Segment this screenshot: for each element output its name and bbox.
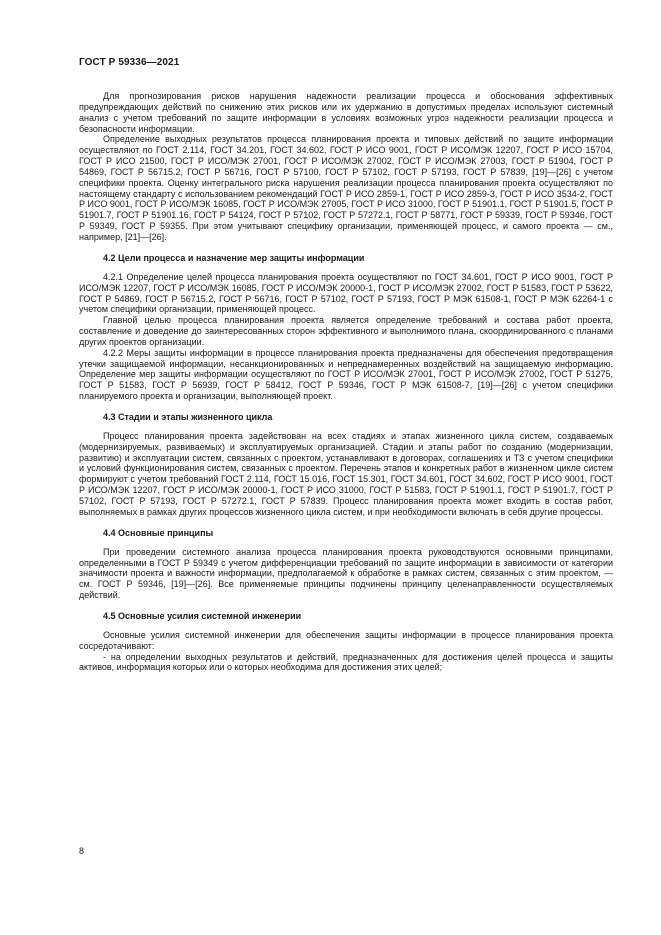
list-item: - на определении выходных результатов и действий, предназначенных для достижения целей процесса и защиты активов, информация которых или о которых необходима для достижения этих целей; [79, 651, 613, 673]
section-heading-4-2: 4.2 Цели процесса и назначение мер защиты информации [103, 252, 365, 263]
paragraph: Определение выходных результатов процесса планирования проекта и типовых действий по защите информации осуществляют по ГОСТ 2.114, ГОСТ 34.201, ГОСТ 34.602, ГОСТ Р ИСО 9001, ГОСТ Р ИСО/МЭК 12207, ГОСТ Р ИСО 15704, ГОСТ Р ИСО 21500, ГОСТ Р ИСО/МЭК 27001, ГОСТ Р ИСО/МЭК 27002, ГОСТ Р ИСО/МЭК 27003, ГОСТ Р 51904, ГОСТ Р 54869, ГОСТ Р 56715.2, ГОСТ Р 56716, ГОСТ Р 57100, ГОСТ Р 57102, ГОСТ Р 57193, ГОСТ Р 57839, [19]—[26] с учетом специфики проекта. Оценку интегрального риска нарушения реализации процесса планирования проекта осуществляют по настоящему стандарту с использованием рекомендаций ГОСТ Р ИСО 2859-1, ГОСТ Р ИСО 2859-3, ГОСТ Р ИСО 3534-2, ГОСТ Р ИСО 9001, ГОСТ Р ИСО/МЭК 16085, ГОСТ Р ИСО/МЭК 27005, ГОСТ Р ИСО 31000, ГОСТ Р 51901.1, ГОСТ Р 51901.5, ГОСТ Р 51901.7, ГОСТ Р 51901.16, ГОСТ Р 54124, ГОСТ Р 57102, ГОСТ Р 57272.1, ГОСТ Р 58771, ГОСТ Р 59339, ГОСТ Р 59346, ГОСТ Р 59349, ГОСТ Р 59355. При этом учитывают специфику организации, применяющей процесс, и самого проекта — см., например, [21]—[26]. [79, 134, 613, 242]
paragraph: Основные усилия системной инженерии для обеспечения защиты информации в процессе планирования проекта сосредотачивают: [79, 629, 613, 651]
document-body [79, 91, 613, 673]
page-number: 8 [79, 846, 85, 856]
paragraph: Процесс планирования проекта задействован на всех стадиях и этапах жизненного цикла систем, создаваемых (модернизируемых, развиваемых) и эксплуатируемых организацией. Стадии и этапы работ по созданию (модернизации, развитию) и эксплуатации систем, связанных с проектом, устанавливают в договорах, соглашениях и ТЗ с учетом специфики и условий функционирования систем, связанных с проектом. Перечень этапов и конкретных работ в жизненном цикле систем формируют с учетом требований ГОСТ 2.114, ГОСТ 15.016, ГОСТ 15.301, ГОСТ 34.601, ГОСТ 34.602, ГОСТ Р ИСО 9001, ГОСТ Р ИСО/МЭК 12207, ГОСТ Р ИСО/МЭК 20000-1, ГОСТ Р ИСО 31000, ГОСТ Р 51583, ГОСТ Р 51901.1, ГОСТ Р 51901.7, ГОСТ Р 57102, ГОСТ Р 57193, ГОСТ Р 57272.1, ГОСТ Р 57839. Процесс планирования проекта может входить в состав работ, выполняемых в рамках других процессов жизненного цикла систем, и при необходимости включать в себя другие процессы. [79, 430, 613, 517]
paragraph: При проведении системного анализа процесса планирования проекта руководствуются основными принципами, определенными в ГОСТ Р 59349 с учетом дифференциации требований по защите информации в зависимости от категории значимости проекта и важности информации, предполагаемой к обработке в рамках систем, связанных с этим проектом, — см. ГОСТ Р 59346, [19]—[26]. Все применяемые принципы подчинены принципу целенаправленности осуществляемых действий. [79, 546, 613, 601]
document-header: ГОСТ Р 59336—2021 [79, 57, 180, 68]
section-heading-4-4: 4.4 Основные принципы [103, 527, 214, 538]
section-heading-4-5: 4.5 Основные усилия системной инженерии [103, 610, 302, 621]
paragraph: Для прогнозирования рисков нарушения надежности реализации процесса и обоснования эффективных предупреждающих действий по снижению этих рисков или их удержанию в допустимых пределах используют системный анализ с учетом требований по защите информации в условиях возможных угроз надежности реализации процесса и безопасности информации. [79, 91, 613, 134]
paragraph: Главной целью процесса планирования проекта является определение требований и состава работ проекта, составление и доведение до заинтересованных сторон эффективного и выполнимого плана, скоординированного с планами других проектов организации. [79, 315, 613, 347]
paragraph: 4.2.2 Меры защиты информации в процессе планирования проекта предназначены для обеспечения предотвращения утечки защищаемой информации, несанкционированных и непреднамеренных воздействий на защищаемую информацию. Определение мер защиты информации осуществляют по ГОСТ Р ИСО/МЭК 27001, ГОСТ Р ИСО/МЭК 27002, ГОСТ Р 51275, ГОСТ Р 51583, ГОСТ Р 56939, ГОСТ Р 58412, ГОСТ Р 59346, ГОСТ Р МЭК 61508-7, [19]—[26] с учетом специфики планируемого проекта и организации, выполняющей проект. [79, 347, 613, 402]
section-heading-4-3: 4.3 Стадии и этапы жизненного цикла [103, 411, 273, 422]
paragraph: 4.2.1 Определение целей процесса планирования проекта осуществляют по ГОСТ 34.601, ГОСТ Р ИСО 9001, ГОСТ Р ИСО/МЭК 12207, ГОСТ Р ИСО/МЭК 16085, ГОСТ Р ИСО/МЭК 20000-1, ГОСТ Р ИСО/МЭК 27002, ГОСТ Р 51583, ГОСТ Р 53622, ГОСТ Р 54869, ГОСТ Р 56715.2, ГОСТ Р 56716, ГОСТ Р 57102, ГОСТ Р 57193, ГОСТ Р МЭК 61508-1, ГОСТ Р МЭК 62264-1 с учетом специфики организации, применяющей процесс. [79, 271, 613, 315]
